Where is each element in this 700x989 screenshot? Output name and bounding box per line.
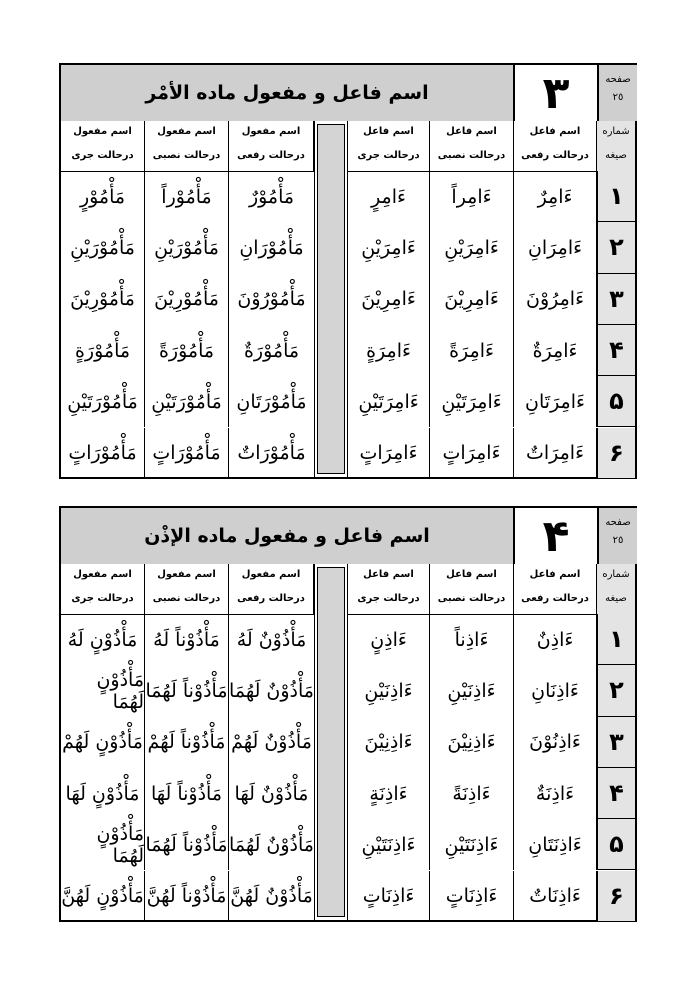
column-header-line: اسم مفعول (241, 569, 301, 580)
column-header-line: صیغه (605, 150, 627, 161)
row-number: ١ (597, 614, 635, 665)
page-number: ٢٥ (612, 92, 624, 103)
cell-mf_jar: مَأْذُوْنٍ لَهُمَا (61, 819, 145, 870)
cell-mf_jar: مَأْذُوْنٍ لَهَا (61, 768, 145, 819)
column-header-line: اسم مفعول (157, 126, 216, 137)
row-number: ٣ (597, 274, 635, 325)
cell-mf_nasb: مَأْمُوْرِيْنَ (145, 274, 229, 325)
cell-mf_jar: مَأْمُوْرَتَيْنِ (61, 376, 145, 427)
cell-mf_raf: مَأْمُوْرَانِ (239, 236, 304, 259)
column-header-line: درحالت جری (357, 150, 420, 161)
column-header-line: درحالت جری (71, 593, 134, 604)
cell-mf_jar: مَأْذُوْنٍ لَهُمَا (61, 665, 145, 716)
cell-mf_nasb: مَأْذُوْناً لَهُ (145, 614, 229, 665)
row-number: ۴ (597, 768, 635, 819)
cell-mf_nasb: مَأْذُوْناً لَهُمْ (145, 717, 229, 768)
column-header-line: اسم فاعل (363, 569, 414, 580)
cell-fa_jar: ءَاذِنِيْنَ (348, 717, 430, 768)
cell-fa_nasb: ءَامِرَتَيْنِ (430, 376, 514, 427)
column-header-line: اسم مفعول (73, 126, 132, 137)
column-header-line: درحالت جری (357, 593, 420, 604)
cell-mf_raf: مَأْذُوْنٌ لَهَا (234, 782, 309, 805)
cell-fa_nasb: ءَامِرِيْنَ (430, 274, 514, 325)
separator-column (314, 121, 348, 477)
column-header-line: درحالت رفعی (521, 593, 589, 604)
cell-fa_jar: ءَامِرَتَيْنِ (348, 376, 430, 427)
cell-mf_raf: مَأْمُوْرَاتٌ (237, 442, 306, 465)
column-header-fa_raf (514, 564, 597, 614)
cell-mf_raf: مَأْمُوْرَتَانِ (236, 390, 307, 413)
cell-fa_nasb: ءَاذِنَةً (430, 768, 514, 819)
cell-fa_raf: ءَاذِنَاتٌ (514, 871, 597, 922)
cell-fa_raf: ءَامِرَاتٌ (514, 428, 597, 479)
conjugation-table-4 (59, 506, 637, 922)
row-number: ۶ (597, 871, 635, 922)
column-header-line: اسم مفعول (73, 569, 132, 580)
column-header-mf_raf (229, 564, 314, 614)
cell-fa_raf: ءَامِرٌ (514, 171, 597, 222)
row-number: ٣ (597, 717, 635, 768)
page-label: صفحه (605, 74, 631, 85)
row-number: ۴ (597, 325, 635, 376)
cell-mf_raf: مَأْذُوْنٌ لَهُ (236, 628, 307, 651)
column-header-line: درحالت رفعی (237, 150, 305, 161)
table-number: ۴ (515, 508, 599, 564)
cell-fa_jar: ءَاذِنَةٍ (348, 768, 430, 819)
cell-fa_raf: ءَامِرَتَانِ (514, 376, 597, 427)
column-header-line: درحالت نصبی (152, 593, 221, 604)
cell-mf_raf: مَأْمُوْرٌ (248, 185, 295, 208)
cell-fa_jar: ءَاذِنَيْنِ (348, 665, 430, 716)
cell-mf_nasb: مَأْذُوْناً لَهُمَا (145, 665, 229, 716)
column-header-line: اسم فاعل (446, 569, 497, 580)
column-header-mf_nasb (145, 121, 229, 171)
separator-column (314, 564, 348, 920)
cell-mf_raf: مَأْذُوْنٌ لَهُمَا (229, 833, 314, 856)
cell-fa_nasb: ءَاذِنِيْنَ (430, 717, 514, 768)
row-number: ٢ (597, 665, 635, 716)
cell-mf_jar: مَأْمُوْرَيْنِ (61, 222, 145, 273)
row-number: ۵ (597, 376, 635, 427)
table-title: اسم فاعل و مفعول ماده الأمْر (61, 65, 515, 121)
page-label: صفحه (605, 517, 631, 528)
cell-mf_raf: مَأْذُوْنٌ لَهُمْ (231, 731, 312, 754)
cell-fa_raf: ءَاذِنَانِ (514, 665, 597, 716)
column-header-line: درحالت رفعی (237, 593, 305, 604)
column-header-mf_jar (61, 121, 145, 171)
cell-fa_jar: ءَامِرِيْنَ (348, 274, 430, 325)
cell-fa_raf: ءَاذِنُوْنَ (514, 717, 597, 768)
cell-fa_jar: ءَامِرَةٍ (348, 325, 430, 376)
separator-bar (317, 124, 345, 474)
conjugation-table-3 (59, 63, 637, 479)
column-header-line: اسم فاعل (529, 126, 581, 137)
cell-mf_nasb: مَأْذُوْناً لَهَا (145, 768, 229, 819)
cell-fa_nasb: ءَاذِنَيْنِ (430, 665, 514, 716)
cell-mf_nasb: مَأْمُوْرَةً (145, 325, 229, 376)
column-header-fa_jar (348, 121, 430, 171)
cell-fa_raf: ءَاذِنٌ (514, 614, 597, 665)
cell-fa_nasb: ءَاذِنَاتٍ (430, 871, 514, 922)
page-reference (599, 508, 637, 564)
cell-mf_raf: مَأْذُوْنٌ لَهُمَا (229, 679, 314, 702)
column-header-number (597, 121, 635, 171)
cell-fa_jar: ءَامِرَيْنِ (348, 222, 430, 273)
column-header-line: درحالت نصبی (437, 593, 506, 604)
column-header-mf_jar (61, 564, 145, 614)
row-number: ۵ (597, 819, 635, 870)
cell-fa_nasb: ءَاذِنَتَيْنِ (430, 819, 514, 870)
cell-mf_nasb: مَأْذُوْناً لَهُمَا (145, 819, 229, 870)
column-header-line: اسم مفعول (157, 569, 216, 580)
column-header-line: درحالت جری (71, 150, 134, 161)
cell-mf_nasb: مَأْمُوْرَتَيْنِ (145, 376, 229, 427)
column-header-fa_nasb (430, 121, 514, 171)
cell-mf_nasb: مَأْمُوْرَاتٍ (145, 428, 229, 479)
cell-mf_raf: مَأْمُوْرُوْنَ (237, 288, 306, 311)
table-header (61, 65, 635, 123)
column-header-line: اسم فاعل (529, 569, 581, 580)
cell-fa_nasb: ءَاذِناً (430, 614, 514, 665)
row-number: ۶ (597, 428, 635, 479)
row-number: ٢ (597, 222, 635, 273)
cell-mf_raf: مَأْمُوْرَةٌ (243, 339, 300, 362)
cell-fa_nasb: ءَامِرَيْنِ (430, 222, 514, 273)
cell-fa_nasb: ءَامِرَاتٍ (430, 428, 514, 479)
separator-bar (317, 567, 345, 917)
column-header-line: اسم فاعل (363, 126, 414, 137)
cell-mf_nasb: مَأْمُوْراً (145, 171, 229, 222)
cell-fa_nasb: ءَامِراً (430, 171, 514, 222)
column-header-line: صیغه (605, 593, 627, 604)
column-header-fa_nasb (430, 564, 514, 614)
cell-fa_raf: ءَامِرُوْنَ (514, 274, 597, 325)
cell-mf_nasb: مَأْمُوْرَيْنِ (145, 222, 229, 273)
cell-mf_nasb: مَأْذُوْناً لَهُنَّ (145, 871, 229, 922)
cell-mf_raf: مَأْذُوْنٌ لَهُنَّ (230, 885, 313, 908)
cell-mf_jar: مَأْذُوْنٍ لَهُ (61, 614, 145, 665)
cell-mf_jar: مَأْمُوْرٍ (61, 171, 145, 222)
column-header-fa_raf (514, 121, 597, 171)
cell-fa_jar: ءَاذِنَتَيْنِ (348, 819, 430, 870)
column-header-line: اسم فاعل (446, 126, 497, 137)
cell-mf_jar: مَأْذُوْنٍ لَهُمْ (61, 717, 145, 768)
cell-mf_jar: مَأْمُوْرِيْنَ (61, 274, 145, 325)
cell-fa_jar: ءَاذِنَاتٍ (348, 871, 430, 922)
cell-fa_jar: ءَامِرَاتٍ (348, 428, 430, 479)
cell-mf_jar: مَأْمُوْرَةٍ (61, 325, 145, 376)
column-header-fa_jar (348, 564, 430, 614)
table-number: ٣ (515, 65, 599, 121)
cell-mf_jar: مَأْمُوْرَاتٍ (61, 428, 145, 479)
cell-fa_raf: ءَامِرَةٌ (514, 325, 597, 376)
column-header-number (597, 564, 635, 614)
column-header-mf_nasb (145, 564, 229, 614)
cell-fa_nasb: ءَامِرَةً (430, 325, 514, 376)
page-number: ٢٥ (612, 535, 624, 546)
column-header-line: درحالت نصبی (437, 150, 506, 161)
cell-fa_jar: ءَامِرٍ (348, 171, 430, 222)
table-header (61, 508, 635, 566)
column-header-line: شماره (602, 126, 630, 137)
table-title: اسم فاعل و مفعول ماده الإذْن (61, 508, 515, 564)
cell-fa_raf: ءَاذِنَتَانِ (514, 819, 597, 870)
column-header-line: شماره (602, 569, 630, 580)
column-header-line: درحالت رفعی (521, 150, 589, 161)
cell-fa_jar: ءَاذِنٍ (348, 614, 430, 665)
cell-fa_raf: ءَامِرَانِ (514, 222, 597, 273)
cell-fa_raf: ءَاذِنَةٌ (514, 768, 597, 819)
column-header-line: اسم مفعول (241, 126, 301, 137)
column-header-mf_raf (229, 121, 314, 171)
row-number: ١ (597, 171, 635, 222)
page-reference (599, 65, 637, 121)
cell-mf_jar: مَأْذُوْنٍ لَهُنَّ (61, 871, 145, 922)
column-header-line: درحالت نصبی (152, 150, 221, 161)
